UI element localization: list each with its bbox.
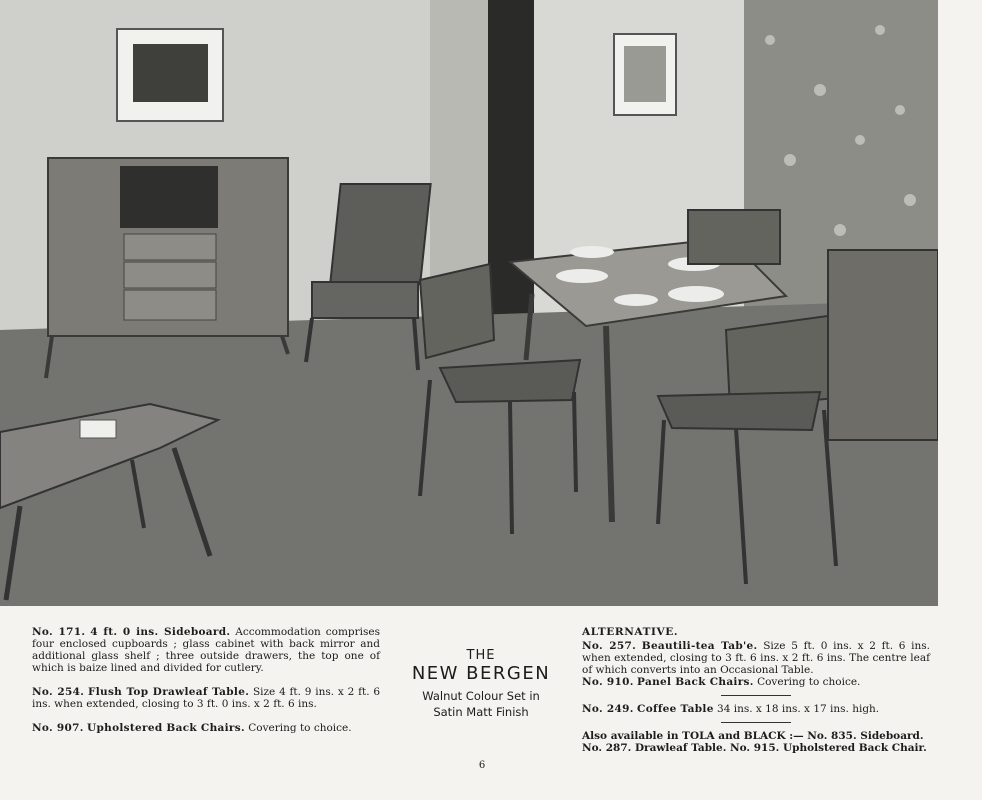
entry-text: Covering to choice.	[248, 722, 352, 734]
entry-text: Covering to choice.	[757, 676, 861, 688]
right-caption-column	[582, 626, 930, 754]
subtitle-line-2: Satin Matt Finish	[433, 705, 529, 719]
entry-name: Panel Back Chairs.	[637, 676, 754, 688]
entry-number: No. 907.	[32, 722, 84, 734]
entry-name: Upholstered Back Chairs.	[87, 722, 245, 734]
entry-text: Accommodation comprises four enclosed cupboards ; glass cabinet with back mirror and additional glass shelf ; three outside drawers, the top one of which is baize lined and divided for cutlery.	[32, 626, 381, 674]
also-available-line-1: Also available in TOLA and BLACK :— No. 835. Sideboard.	[582, 730, 924, 742]
upholstered-chairs-entry	[32, 722, 380, 734]
also-available-line-2: No. 287. Drawleaf Table. No. 915. Upholstered Back Chair.	[582, 742, 927, 754]
panel-chairs-entry	[582, 676, 930, 688]
entry-number: No. 249.	[582, 703, 634, 715]
set-title: NEW BERGEN	[411, 663, 551, 684]
entry-number: No. 257.	[582, 640, 637, 652]
entry-text: Size 5 ft. 0 ins. x 2 ft. 6 ins. when extended, closing to 3 ft. 6 ins. x 2 ft. 6 ins. The centre leaf of which converts into an Occasional Table.	[582, 640, 930, 676]
entry-number: No. 910.	[582, 676, 634, 688]
alternative-heading: ALTERNATIVE.	[582, 626, 679, 638]
entry-text: Size 4 ft. 9 ins. x 2 ft. 6 ins. when extended, closing to 3 ft. 0 ins. x 2 ft. 6 ins.	[32, 686, 381, 710]
entry-name: Flush Top Drawleaf Table.	[87, 686, 250, 698]
entry-name: Beautili-tea Tab'e.	[641, 640, 758, 652]
title-the: THE	[466, 648, 496, 663]
page-number: 6	[478, 760, 486, 771]
sideboard-entry	[32, 626, 380, 674]
left-caption-column	[32, 626, 380, 734]
entry-number: No. 171.	[32, 626, 86, 638]
entry-text: 34 ins. x 18 ins. x 17 ins. high.	[717, 703, 880, 715]
tea-table-entry	[582, 640, 930, 676]
divider	[721, 695, 791, 696]
entry-name: 4 ft. 0 ins. Sideboard.	[90, 626, 231, 638]
drawleaf-table-entry	[32, 686, 380, 710]
entry-number: No. 254.	[32, 686, 85, 698]
set-title-block	[402, 650, 560, 720]
coffee-table-entry	[582, 703, 930, 715]
subtitle-line-1: Walnut Colour Set in	[422, 689, 540, 703]
divider	[721, 722, 791, 723]
entry-name: Coffee Table	[637, 703, 714, 715]
